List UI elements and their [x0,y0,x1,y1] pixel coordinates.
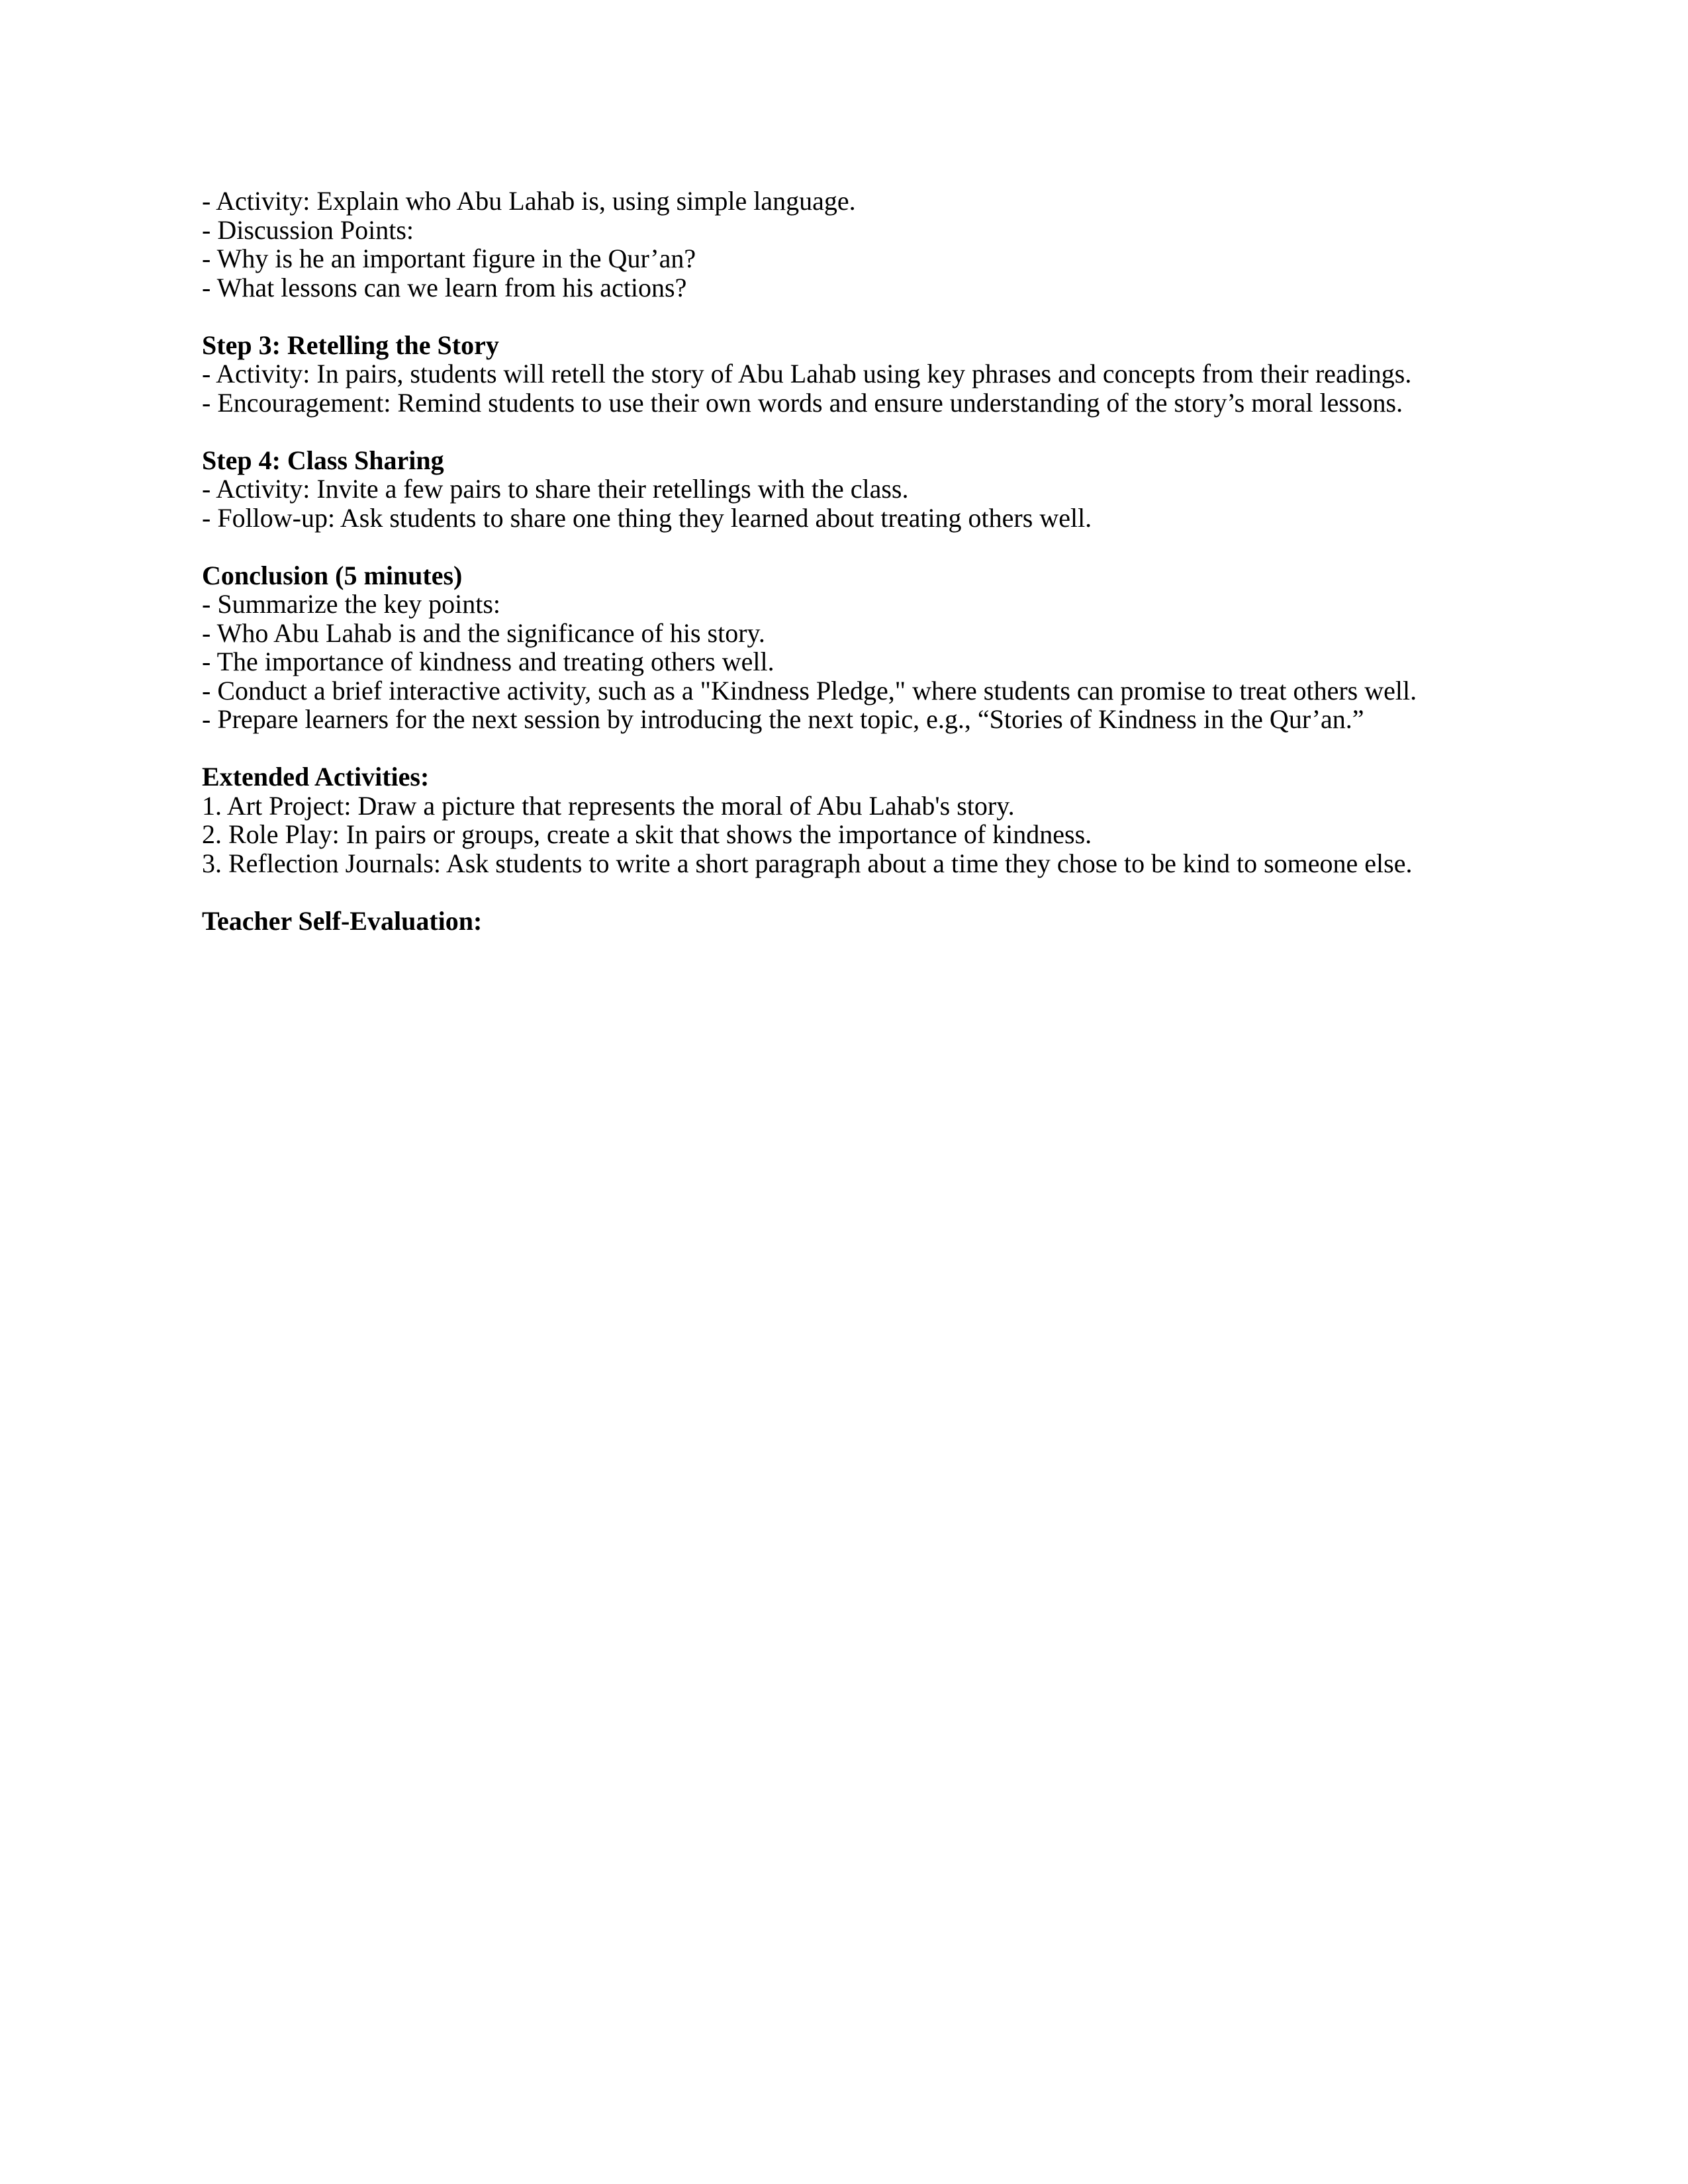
list-item: - Encouragement: Remind students to use their own words and ensure understanding of the story’s moral lessons. [202,387,1403,418]
list-item: - Conduct a brief interactive activity, such as a "Kindness Pledge," where students can promise to treat others well. [202,675,1417,705]
paragraph-spacer [202,878,1453,907]
list-item: - Why is he an important figure in the Qur’an? [202,244,696,273]
section-heading-rest: Class Sharing [280,445,444,475]
list-item: - Activity: Explain who Abu Lahab is, using simple language. [202,186,856,216]
numbered-list-item: 3. Reflection Journals: Ask students to write a short paragraph about a time they chose to be kind to someone else. [202,848,1413,878]
section-heading-label: Step 3: [202,330,281,360]
list-item: - Summarize the key points: [202,589,501,619]
section-step3 [202,331,1453,418]
numbered-list-item: 1. Art Project: Draw a picture that represents the moral of Abu Lahab's story. [202,790,1015,821]
list-item: - Activity: In pairs, students will retell the story of Abu Lahab using key phrases and concepts from their readings. [202,359,1412,388]
section-teacher-self-evaluation [202,907,1453,936]
section-step2-continued [202,187,1453,302]
section-step4 [202,446,1453,533]
section-heading-extended-activities [202,762,1453,792]
section-extended-activities [202,762,1453,878]
list-item: - The importance of kindness and treating others well. [202,647,774,676]
document-body [202,187,1453,935]
numbered-list-item: 2. Role Play: In pairs or groups, create a skit that shows the importance of kindness. [202,819,1092,849]
section-heading-label: Teacher Self-Evaluation: [202,905,483,936]
list-item: - Who Abu Lahab is and the significance of his story. [202,617,765,648]
paragraph-spacer [202,734,1453,763]
list-item: - What lessons can we learn from his actions? [202,272,687,302]
list-item: - Discussion Points: [202,214,414,245]
section-heading-conclusion [202,561,1453,590]
paragraph-spacer [202,532,1453,561]
section-heading-teacher-self-evaluation [202,907,1453,936]
section-conclusion [202,561,1453,734]
list-item: - Prepare learners for the next session by introducing the next topic, e.g., “Stories of Kindness in the Qur’an.” [202,704,1364,734]
section-heading-step4 [202,446,1453,475]
section-heading-label: Extended Activities: [202,762,430,792]
list-item: - Follow-up: Ask students to share one thing they learned about treating others well. [202,502,1092,533]
paragraph-spacer [202,417,1453,446]
section-heading-label: Step 4: [202,445,281,475]
paragraph-spacer [202,302,1453,331]
section-heading-label: Conclusion (5 minutes) [202,560,463,590]
section-heading-rest: Retelling the Story [280,330,499,360]
section-heading-step3 [202,331,1453,360]
list-item: - Activity: Invite a few pairs to share their retellings with the class. [202,474,909,504]
